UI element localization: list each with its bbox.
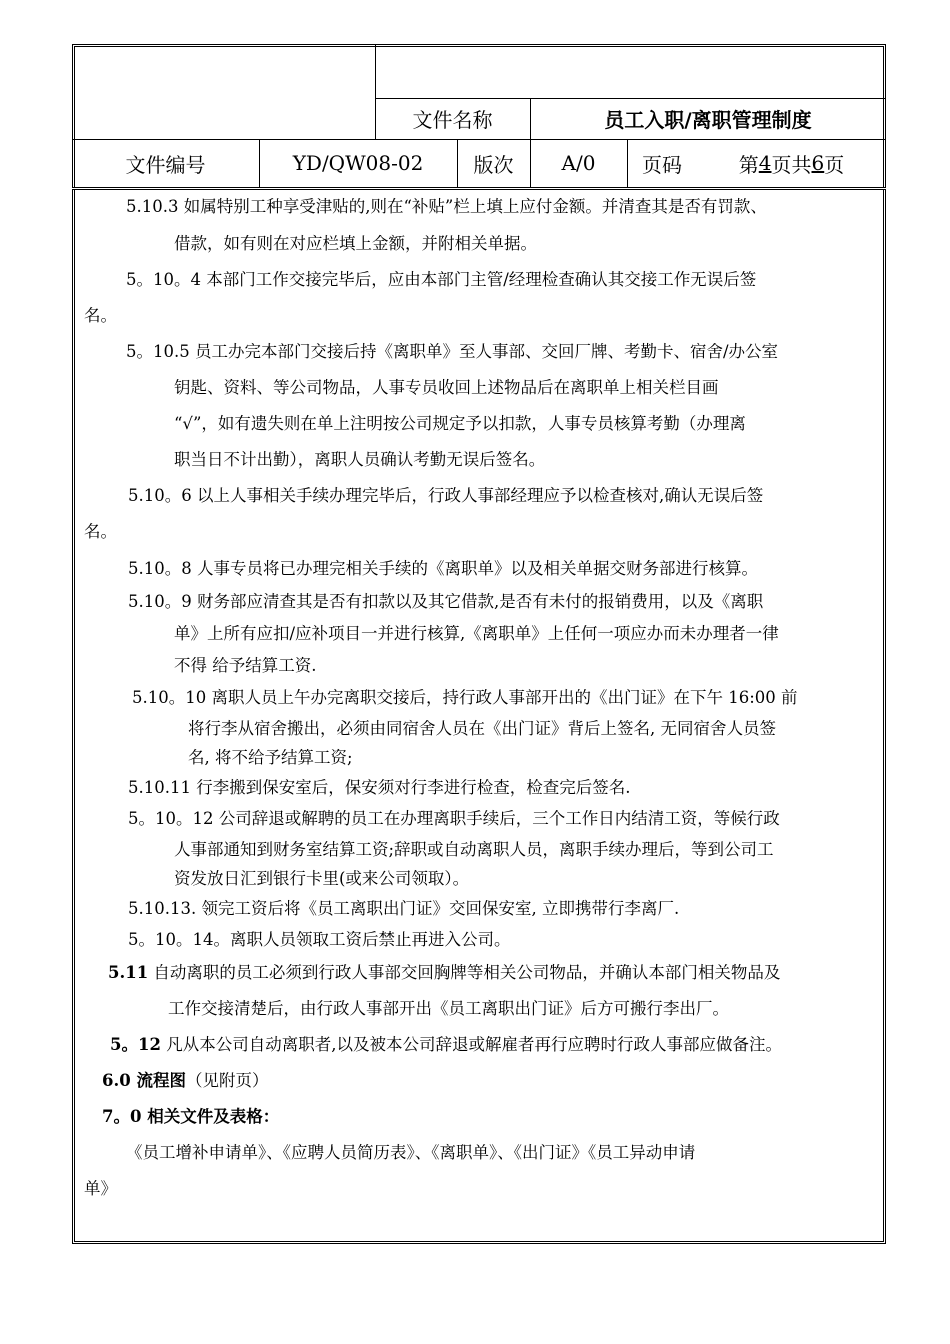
paragraph-5-10-10-line3: 名, 将不给予结算工资;: [188, 748, 353, 767]
page-current: 4: [758, 151, 772, 175]
paragraph-5-10-12-line1: 5。10。12 公司辞退或解聘的员工在办理离职手续后，三个工作日内结清工资，等候行政: [128, 809, 780, 828]
related-forms-line1: 《员工增补申请单》、《应聘人员简历表》、《离职单》、《出门证》《员工异动申请: [126, 1143, 696, 1162]
paragraph-5-10-5-line2: 钥匙、资料、等公司物品，人事专员收回上述物品后在离职单上相关栏目画: [174, 378, 719, 397]
section-6-heading: 6.0 流程图（见附页）: [102, 1071, 269, 1090]
paragraph-5-10-8: 5.10。8 人事专员将已办理完相关手续的《离职单》以及相关单据交财务部进行核算。: [128, 559, 758, 578]
document-frame: [72, 44, 886, 1244]
paragraph-5-10-4-line1: 5。10。4 本部门工作交接完毕后，应由本部门主管/经理检查确认其交接工作无误后签: [126, 270, 757, 289]
paragraph-5-10-10-line1: 5.10。10 离职人员上午办完离职交接后，持行政人事部开出的《出门证》在下午 16:00 前: [132, 688, 798, 707]
paragraph-5-10-3-line1: 5.10.3 如属特别工种享受津贴的,则在“补贴”栏上填上应付金额。并清查其是否有罚款、: [126, 197, 767, 216]
file-name-label: 文件名称: [412, 108, 493, 132]
paragraph-5-10-5-line3: “√”，如有遗失则在单上注明按公司规定予以扣款，人事专员核算考勤（办理离: [174, 414, 746, 433]
document-header-table: [72, 44, 886, 190]
paragraph-5-10-6-line1: 5.10。6 以上人事相关手续办理完毕后，行政人事部经理应予以检查核对,确认无误后签: [128, 486, 764, 505]
paragraph-5-10-11: 5.10.11 行李搬到保安室后，保安须对行李进行检查，检查完后签名.: [128, 778, 631, 797]
paragraph-5-10-4-line2: 名。: [84, 306, 117, 325]
paragraph-5-11-line1: 5.11 自动离职的员工必须到行政人事部交回胸牌等相关公司物品，并确认本部门相关物品及: [108, 963, 781, 982]
paragraph-5-10-12-line2: 人事部通知到财务室结算工资;辞职或自动离职人员，离职手续办理后，等到公司工: [174, 840, 774, 859]
page-value: 第 4 页共 6 页: [738, 151, 845, 177]
paragraph-5-10-9-line3: 不得 给予结算工资.: [174, 656, 317, 675]
paragraph-5-10-5-line1: 5。10.5 员工办完本部门交接后持《离职单》至人事部、交回厂牌、考勤卡、宿舍/办公室: [126, 342, 779, 361]
page-total: 6: [811, 151, 825, 175]
paragraph-5-10-12-line3: 资发放日汇到银行卡里(或来公司领取）。: [174, 869, 470, 888]
paragraph-5-10-13: 5.10.13. 领完工资后将《员工离职出门证》交回保安室, 立即携带行李离厂.: [128, 899, 680, 918]
paragraph-5-10-6-line2: 名。: [84, 522, 117, 541]
paragraph-5-10-3-line2: 借款，如有则在对应栏填上金额，并附相关单据。: [174, 234, 537, 253]
paragraph-5-10-9-line1: 5.10。9 财务部应清查其是否有扣款以及其它借款,是否有未付的报销费用，以及《离职: [128, 592, 764, 611]
file-name-value: 员工入职/离职管理制度: [604, 108, 812, 132]
paragraph-5-10-9-line2: 单》上所有应扣/应补项目一并进行核算,《离职单》上任何一项应办而未办理者一律: [174, 624, 779, 643]
file-no-value: YD/QW08-02: [292, 151, 424, 175]
version-label: 版次: [473, 152, 514, 177]
file-no-label: 文件编号: [125, 152, 206, 177]
section-5-12-number: 5。12: [110, 1035, 161, 1054]
section-7-heading: 7。0 相关文件及表格：: [102, 1107, 280, 1126]
paragraph-5-10-14: 5。10。14。离职人员领取工资后禁止再进入公司。: [128, 930, 511, 949]
related-forms-line2: 单》: [84, 1179, 117, 1198]
section-5-11-number: 5.11: [108, 963, 149, 982]
paragraph-5-11-line2: 工作交接清楚后，由行政人事部开出《员工离职出门证》后方可搬行李出厂。: [168, 999, 729, 1018]
version-value: A/0: [561, 151, 596, 175]
paragraph-5-10-5-line4: 职当日不计出勤），离职人员确认考勤无误后签名。: [174, 450, 546, 469]
page-label: 页码: [642, 152, 682, 177]
paragraph-5-12: 5。12 凡从本公司自动离职者,以及被本公司辞退或解雇者再行应聘时行政人事部应做备注。: [110, 1035, 782, 1054]
paragraph-5-10-10-line2: 将行李从宿舍搬出，必须由同宿舍人员在《出门证》背后上签名, 无同宿舍人员签: [188, 719, 776, 738]
